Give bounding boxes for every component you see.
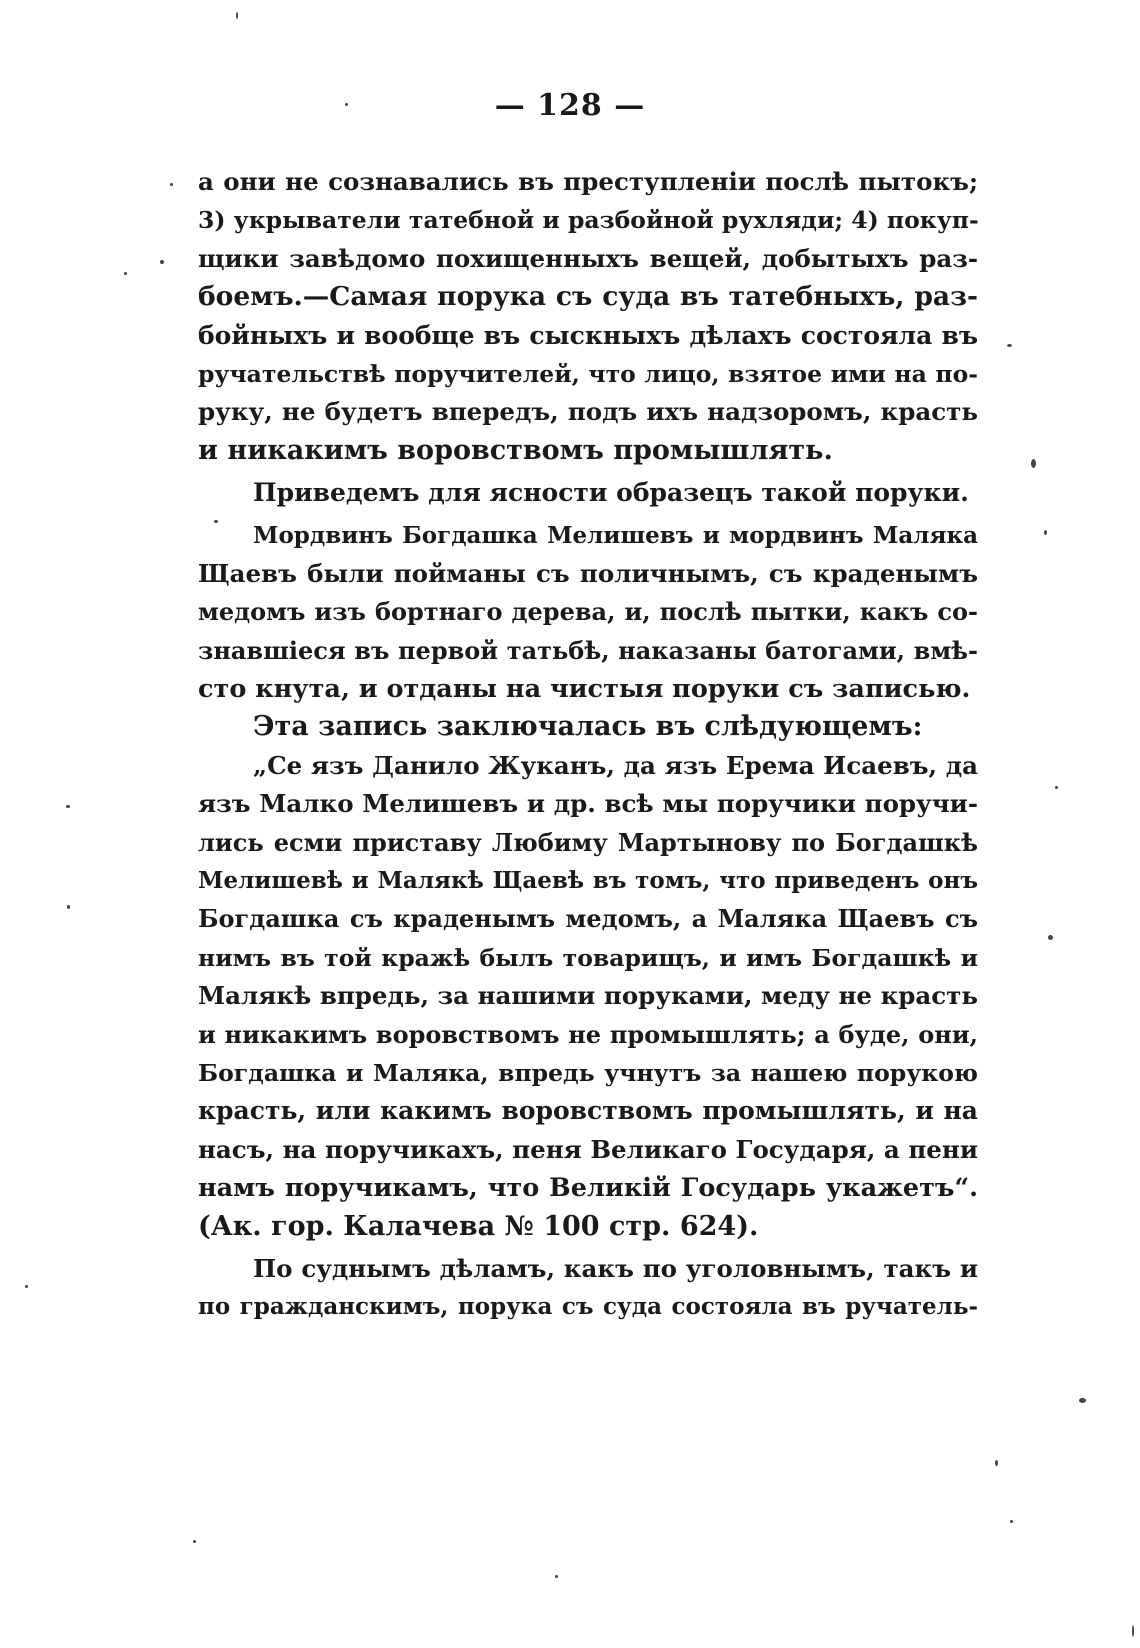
scan-speck [1031, 459, 1036, 468]
quote-line: лись есми приставу Любиму Мартынову по Богдашкѣ [198, 827, 978, 857]
quote-line: намъ поручикамъ, что Великій Государь укажетъ“. [198, 1173, 978, 1204]
paragraph-start: Приведемъ для ясности образецъ такой поруки. [253, 478, 969, 508]
text-line: 3) укрыватели татебной и разбойной рухляди; 4) покуп- [198, 206, 979, 235]
text-line: сто кнута, и отданы на чистыя поруки съ записью. [198, 674, 971, 705]
quote-line: и никакимъ воровствомъ не промышлять; а буде, они, [198, 1019, 978, 1049]
text-line: боемъ.—Самая порука съ суда въ татебныхъ, раз- [198, 281, 978, 313]
scan-speck [555, 1575, 558, 1578]
quote-line: насъ, на поручикахъ, пеня Великаго Государя, а пени [198, 1134, 978, 1164]
scan-speck [236, 12, 238, 19]
scan-speck [66, 805, 70, 808]
quote-line: Богдашка съ краденымъ медомъ, а Маляка Щаевъ съ [198, 904, 978, 934]
scan-speck [1048, 935, 1053, 940]
text-line: и никакимъ воровствомъ промышлять. [198, 434, 833, 466]
page-number: — 128 — [494, 88, 646, 123]
paragraph-start: По суднымъ дѣламъ, какъ по уголовнымъ, такъ и [253, 1253, 978, 1283]
quote-line: Богдашка и Маляка, впредь учнутъ за нашею порукою [198, 1058, 978, 1087]
scan-speck [1055, 786, 1058, 789]
paragraph-start: Мордвинъ Богдашка Мелишевъ и мордвинъ Маляка [253, 521, 978, 549]
text-line: руку, не будетъ впередъ, подъ ихъ надзоромъ, красть [198, 397, 978, 427]
scan-speck [1007, 344, 1012, 347]
scan-speck [124, 272, 127, 275]
text-line: ручательствѣ поручителей, что лицо, взятое ими на по- [198, 359, 978, 388]
scan-speck [214, 520, 218, 523]
scan-speck [1079, 1398, 1086, 1403]
scan-speck [160, 260, 164, 264]
scan-speck [25, 1285, 28, 1288]
scan-speck [1044, 530, 1047, 535]
quote-line: Малякѣ впредь, за нашими поруками, меду не красть [198, 981, 978, 1011]
text-line: бойныхъ и вообще въ сыскныхъ дѣлахъ состояла въ [198, 320, 978, 350]
text-line: знавшіеся въ первой татьбѣ, наказаны батогами, вмѣ- [198, 635, 978, 665]
scan-speck [170, 183, 173, 186]
text-line: Щаевъ были пойманы съ поличнымъ, съ краденымъ [198, 558, 978, 588]
paragraph-start: Эта запись заключалась въ слѣдующемъ: [253, 711, 923, 743]
body-text [198, 163, 978, 1327]
quote-line: красть, или какимъ воровствомъ промышлять, и на [198, 1096, 978, 1126]
quote-line: нимъ въ той кражѣ былъ товарищъ, и имъ Богдашкѣ и [198, 943, 978, 972]
text-line: щики завѣдомо похищенныхъ вещей, добытыхъ раз- [198, 243, 978, 273]
scan-speck [1010, 1520, 1013, 1523]
scan-speck [995, 1460, 998, 1466]
text-line: по гражданскимъ, порука съ суда состояла въ ручатель- [198, 1293, 978, 1321]
quote-line: язъ Малко Мелишевъ и др. всѣ мы поручики поручи- [198, 789, 978, 819]
text-line: медомъ изъ бортнаго дерева, и, послѣ пытки, какъ со- [198, 597, 978, 627]
scan-speck [67, 905, 70, 909]
scan-speck [345, 103, 348, 106]
quote-line: Мелишевѣ и Малякѣ Щаевѣ въ томъ, что приведенъ онъ [198, 867, 978, 895]
scan-speck [193, 1540, 196, 1543]
citation: (Ак. гор. Калачева № 100 стр. 624). [198, 1210, 759, 1242]
quote-start: „Се язъ Данило Жуканъ, да язъ Ерема Исаевъ, да [253, 750, 978, 780]
scan-speck [1132, 1625, 1134, 1637]
text-line: а они не сознавались въ преступленіи послѣ пытокъ; [198, 167, 978, 196]
